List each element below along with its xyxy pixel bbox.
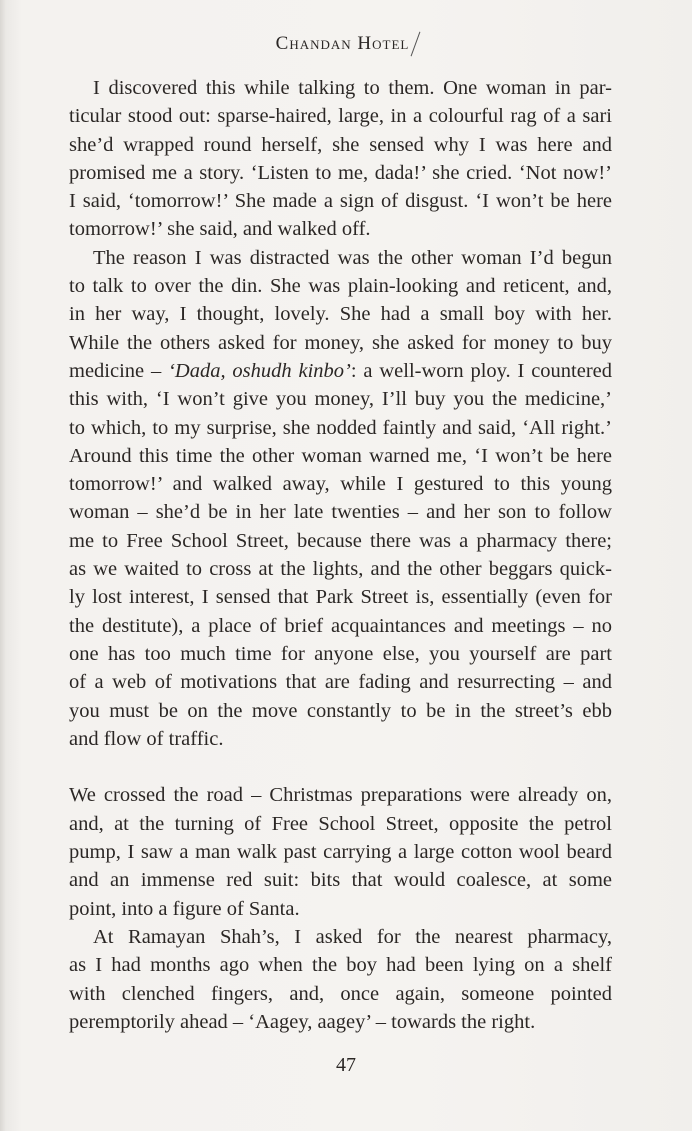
text-line: she’d wrapped round herself, she sensed why I was here and [69, 133, 612, 156]
text-line: The reason I was distracted was the other woman I’d begun [93, 246, 612, 269]
paragraph [69, 74, 612, 244]
text-line: tomorrow!’ and walked away, while I gestured to this young [69, 473, 612, 496]
body-text [69, 74, 612, 1036]
text-line: At Ramayan Shah’s, I asked for the nearest pharmacy, [93, 925, 612, 948]
text-line: as we waited to cross at the lights, and the other beggars quick- [69, 558, 612, 581]
text-line: ly lost interest, I sensed that Park Street is, essentially (even for [69, 586, 612, 609]
text-line: to talk to over the din. She was plain-looking and reticent, and, [69, 275, 612, 298]
text-line: point, into a figure of Santa. [69, 897, 300, 920]
text-line: as I had months ago when the boy had been lying on a shelf [69, 954, 612, 977]
text-line: We crossed the road – Christmas preparations were already on, [69, 784, 612, 807]
running-header [0, 31, 692, 57]
text-line: and, at the turning of Free School Street, opposite the petrol [69, 812, 612, 835]
page-number: 47 [336, 1054, 356, 1076]
pencil-mark [411, 32, 421, 57]
text-line [69, 357, 612, 385]
text-line: one has too much time for anyone else, you yourself are part [69, 642, 612, 665]
text-line: in her way, I thought, lovely. She had a small boy with her. [69, 303, 612, 326]
text-line: me to Free School Street, because there was a pharmacy there; [69, 529, 612, 552]
text-segment: medicine – [69, 359, 169, 382]
italic-phrase: ‘Dada, oshudh kinbo’ [168, 359, 351, 382]
text-line: Around this time the other woman warned me, ‘I won’t be here [69, 444, 612, 467]
text-line: with clenched fingers, and, once again, someone pointed [69, 982, 612, 1005]
paragraph-gap [69, 753, 612, 781]
text-line: the destitute), a place of brief acquaintances and meetings – no [69, 614, 612, 637]
text-line: While the others asked for money, she asked for money to buy [69, 331, 612, 354]
text-line: pump, I saw a man walk past carrying a large cotton wool beard [69, 841, 612, 864]
text-line: I discovered this while talking to them. One woman in par- [93, 77, 612, 99]
text-line: and flow of traffic. [69, 727, 224, 750]
paragraph [69, 244, 612, 753]
text-line: I said, ‘tomorrow!’ She made a sign of disgust. ‘I won’t be here [69, 190, 612, 213]
text-line: ticular stood out: sparse-haired, large, in a colourful rag of a sari [69, 105, 612, 128]
text-line: promised me a story. ‘Listen to me, dada!’ she cried. ‘Not now!’ [69, 161, 612, 184]
text-line: this with, ‘I won’t give you money, I’ll buy you the medicine,’ [69, 388, 612, 411]
text-line: to which, to my surprise, she nodded faintly and said, ‘All right.’ [69, 416, 612, 439]
text-line: woman – she’d be in her late twenties – and her son to follow [69, 501, 612, 524]
running-title: Chandan Hotel [275, 33, 410, 54]
text-line: you must be on the move constantly to be in the street’s ebb [69, 699, 612, 722]
text-line: tomorrow!’ she said, and walked off. [69, 218, 371, 241]
paragraph [69, 781, 612, 922]
text-line: of a web of motivations that are fading and resurrecting – and [69, 671, 612, 694]
text-segment: : a well-worn ploy. I countered [350, 359, 613, 382]
text-line: and an immense red suit: bits that would coalesce, at some [69, 869, 612, 892]
text-line: peremptorily ahead – ‘Aagey, aagey’ – towards the right. [69, 1010, 536, 1033]
paragraph [69, 923, 612, 1036]
